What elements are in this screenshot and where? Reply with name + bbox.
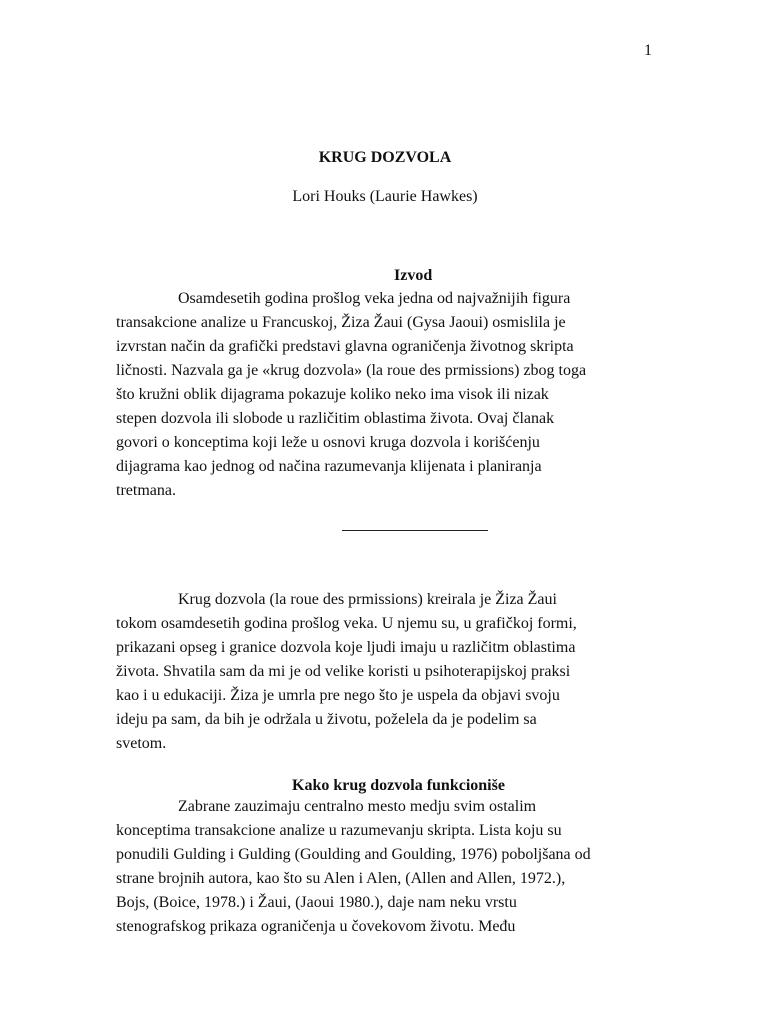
intro-line: tokom osamdesetih godina prošlog veka. U njemu su, u grafičkoj formi, — [116, 615, 577, 632]
section-line: stenografskog prikaza ograničenja u čovekovom životu. Među — [116, 918, 516, 935]
abstract-line: Osamdesetih godina prošlog veka jedna od najvažnijih figura — [178, 290, 571, 307]
intro-line: prikazani opseg i granice dozvola koje ljudi imaju u različitm oblastima — [116, 639, 576, 656]
section-divider — [342, 530, 488, 531]
section-line: strane brojnih autora, kao što su Alen i Alen, (Allen and Allen, 1972.), — [116, 870, 566, 887]
abstract-line: dijagrama kao jednog od načina razumevanja klijenata i planiranja — [116, 458, 542, 475]
intro-line: svetom. — [116, 735, 167, 752]
intro-line: ideju pa sam, da bih je održala u životu, poželela da je podelim sa — [116, 711, 537, 728]
section-paragraph — [116, 795, 656, 939]
abstract-paragraph — [116, 287, 656, 503]
intro-line: života. Shvatila sam da mi je od velike koristi u psihoterapijskoj praksi — [116, 663, 571, 680]
abstract-line: ličnosti. Nazvala ga je «krug dozvola» (la roue des prmissions) zbog toga — [116, 362, 587, 379]
section-line: ponudili Gulding i Gulding (Goulding and Goulding, 1976) poboljšana od — [116, 846, 591, 863]
intro-line: Krug dozvola (la roue des prmissions) kreirala je Žiza Žaui — [178, 591, 557, 608]
section-line: Bojs, (Boice, 1978.) i Žaui, (Jaoui 1980.), daje nam neku vrstu — [116, 894, 517, 911]
section-heading: Kako krug dozvola funkcioniše — [292, 777, 505, 794]
document-title: KRUG DOZVOLA — [318, 149, 452, 166]
page-number: 1 — [644, 42, 652, 59]
abstract-line: izvrstan način da grafički predstavi glavna ograničenja životnog skripta — [116, 338, 574, 355]
section-line: Zabrane zauzimaju centralno mesto medju svim ostalim — [178, 798, 537, 815]
intro-line: kao i u edukaciji. Žiza je umrla pre nego što je uspela da objavi svoju — [116, 687, 560, 704]
abstract-line: tretmana. — [116, 482, 176, 499]
intro-paragraph — [116, 588, 656, 756]
abstract-line: transakcione analize u Francuskoj, Žiza Žaui (Gysa Jaoui) osmislila je — [116, 314, 566, 331]
section-line: konceptima transakcione analize u razumevanju skripta. Lista koju su — [116, 822, 562, 839]
abstract-heading: Izvod — [394, 267, 433, 284]
abstract-line: stepen dozvola ili slobode u različitim oblastima života. Ovaj članak — [116, 410, 555, 427]
abstract-line: govori o konceptima koji leže u osnovi kruga dozvola i korišćenju — [116, 434, 540, 451]
abstract-line: što kružni oblik dijagrama pokazuje koliko neko ima visok ili nizak — [116, 386, 549, 403]
document-author: Lori Houks (Laurie Hawkes) — [292, 188, 478, 205]
